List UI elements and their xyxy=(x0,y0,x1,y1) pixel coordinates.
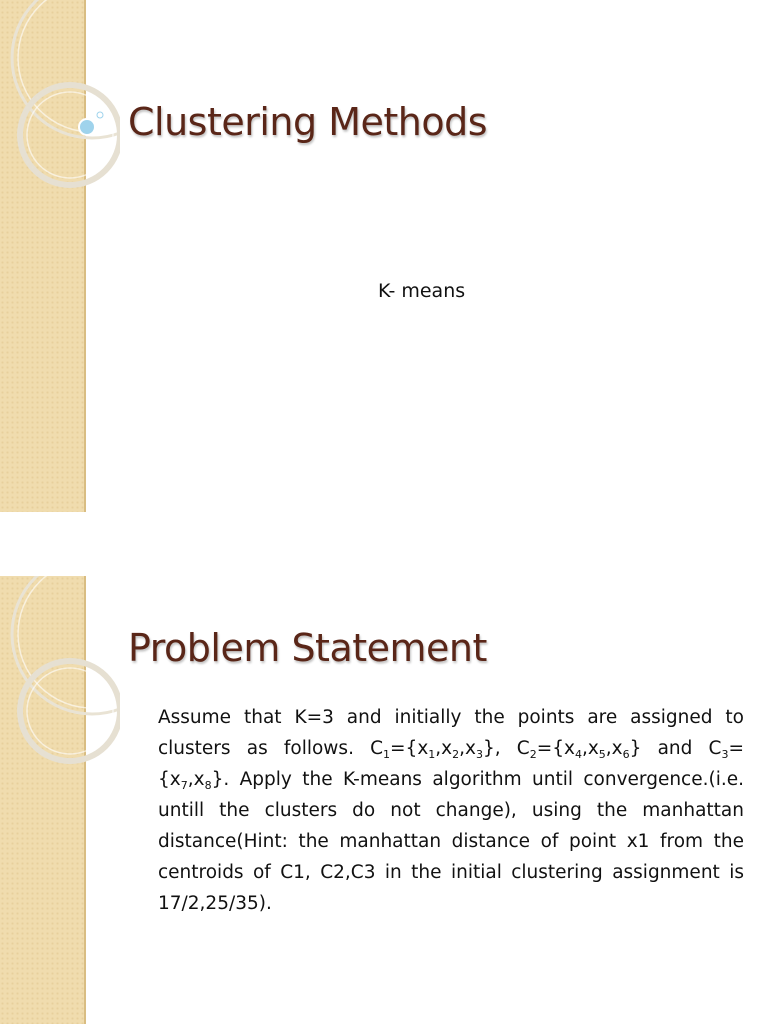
slide-title: Clustering Methods xyxy=(128,100,488,144)
slide-separator xyxy=(0,512,768,576)
problem-paragraph: Assume that K=3 and initially the points are assigned to clusters as follows. $C_1=\{x_1,x_2,x_3\}$, $C_2=\{x_4,x_5,x_6\}$ and $C_3=\{x_7,x_8\}$. Apply the K-means algorithm until convergence.(i.e. untill the clusters do not change), using the manhattan distance(Hint: the manhattan distance of point x1 from the centroids of C1, C2,C3 in the initial clustering assignment is 17/2,25/35). xyxy=(158,707,744,914)
slide-title: Problem Statement xyxy=(128,626,487,670)
slide-problem-statement xyxy=(0,576,768,1024)
decorative-rings-icon xyxy=(0,576,120,1024)
slide-sidebar xyxy=(0,576,86,1024)
slide-subtitle: K- means xyxy=(378,280,466,302)
title-bullet-icon xyxy=(0,0,110,150)
